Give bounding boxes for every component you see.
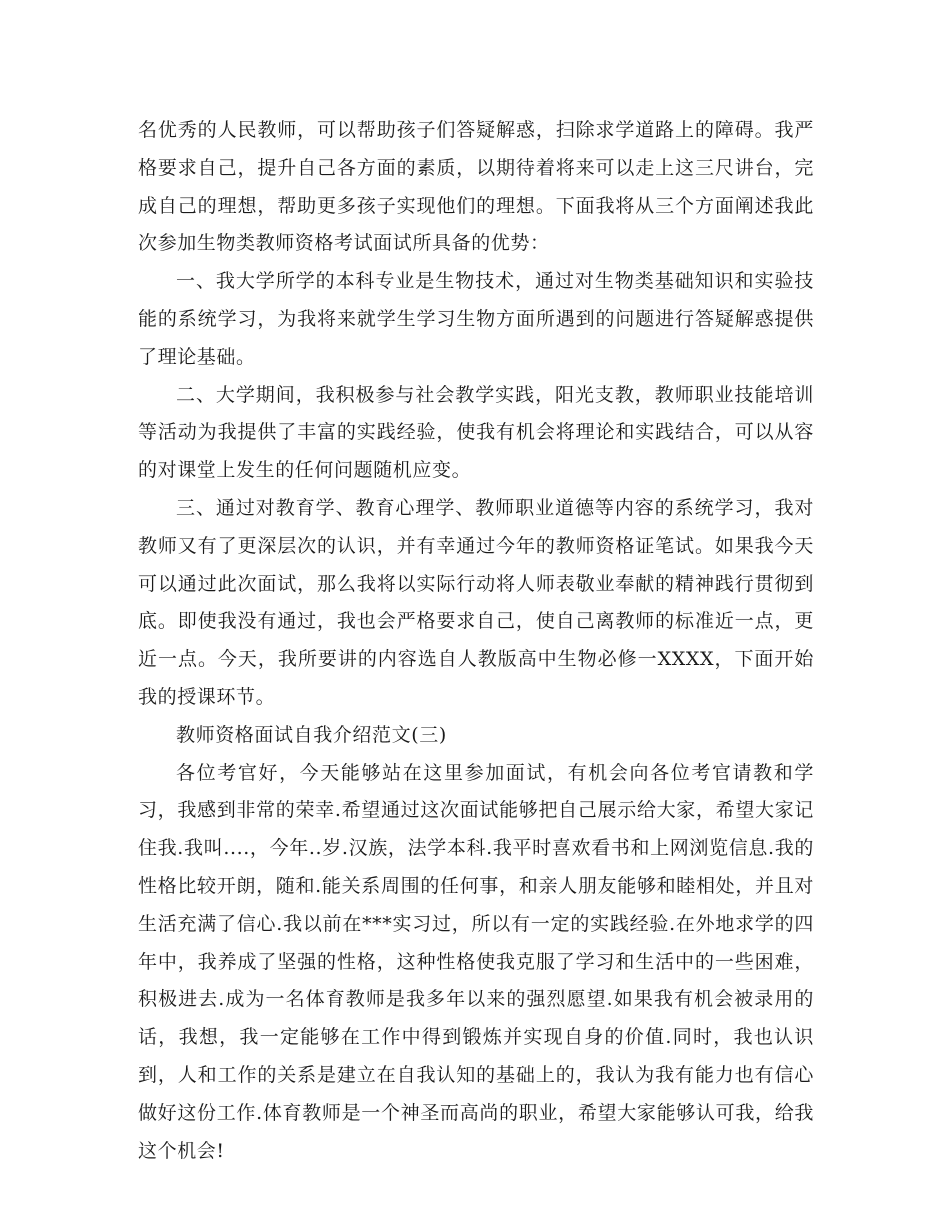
paragraph-point-three: 三、通过对教育学、教育心理学、教师职业道德等内容的系统学习，我对教师又有了更深层次的认识，并有幸通过今年的教师资格证笔试。如果我今天可以通过此次面试，那么我将以实际行动将人师表敬业奉献的精神践行贯彻到底。即使我没有通过，我也会严格要求自己，使自己离教师的标准近一点，更近一点。今天，我所要讲的内容选自人教版高中生物必修一XXXX，下面开始我的授课环节。: [138, 496, 814, 708]
paragraph-sample-three: 各位考官好，今天能够站在这里参加面试，有机会向各位考官请教和学习，我感到非常的荣幸.希望通过这次面试能够把自己展示给大家，希望大家记住我.我叫....，今年..岁.汉族，法学本科.我平时喜欢看书和上网浏览信息.我的性格比较开朗，随和.能关系周围的任何事，和亲人朋友能够和睦相处，并且对生活充满了信心.我以前在***实习过，所以有一定的实践经验.在外地求学的四年中，我养成了坚强的性格，这种性格使我克服了学习和生活中的一些困难，积极进去.成为一名体育教师是我多年以来的强烈愿望.如果我有机会被录用的话，我想，我一定能够在工作中得到锻炼并实现自身的价值.同时，我也认识到，人和工作的关系是建立在自我认知的基础上的，我认为我有能力也有信心做好这份工作.体育教师是一个神圣而高尚的职业，希望大家能够认可我，给我这个机会!: [138, 761, 814, 1162]
section-heading: 教师资格面试自我介绍范文(三): [176, 723, 447, 746]
paragraph-point-two: 二、大学期间，我积极参与社会教学实践，阳光支教，教师职业技能培训等活动为我提供了丰富的实践经验，使我有机会将理论和实践结合，可以从容的对课堂上发生的任何问题随机应变。: [138, 383, 814, 482]
paragraph-continuation: 名优秀的人民教师，可以帮助孩子们答疑解惑，扫除求学道路上的障碍。我严格要求自己，提升自己各方面的素质，以期待着将来可以走上这三尺讲台，完成自己的理想，帮助更多孩子实现他们的理想。下面我将从三个方面阐述我此次参加生物类教师资格考试面试所具备的优势：: [138, 119, 814, 255]
paragraph-point-one: 一、我大学所学的本科专业是生物技术，通过对生物类基础知识和实验技能的系统学习，为我将来就学生学习生物方面所遇到的问题进行答疑解惑提供了理论基础。: [138, 270, 814, 368]
document-body: [138, 112, 814, 1170]
